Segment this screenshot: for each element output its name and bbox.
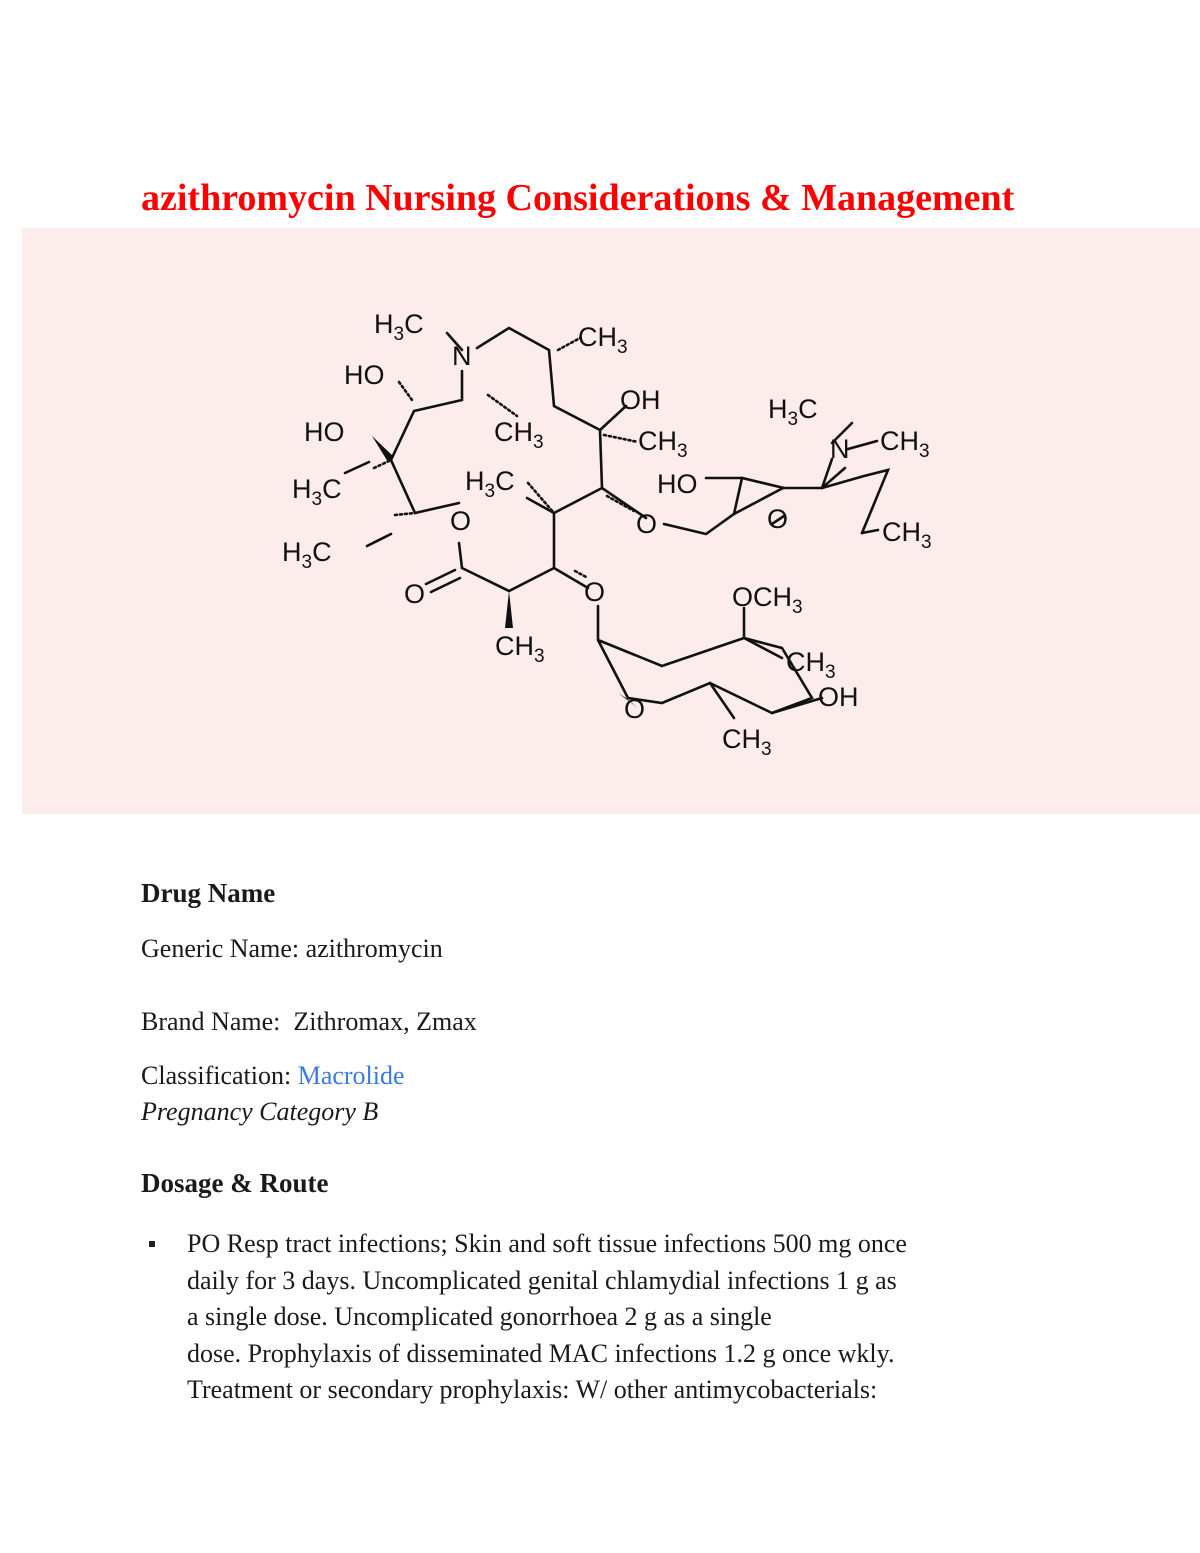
structure-label-ch3-sugar2: $CH_3$ (786, 647, 836, 683)
structure-label-o-ether1: O (584, 577, 606, 607)
structure-label-ch3-n: $CH_3$ (494, 417, 544, 453)
dosage-list (141, 1226, 1087, 1409)
structure-label-ho-2: HO (304, 417, 345, 447)
structure-label-oh-1: OH (620, 385, 661, 415)
dosage-text-line: Treatment or secondary prophylaxis: W/ other antimycobacterials: (187, 1375, 878, 1404)
structure-label-h3c-3: $H_3C$ (282, 537, 332, 573)
structure-label-o-sugar2: O (624, 694, 646, 724)
dosage-text-line: a single dose. Uncomplicated gonorrhoea 2 g as a single (187, 1302, 772, 1331)
structure-label-o-ring: O (450, 506, 472, 536)
pregnancy-category: Pregnancy Category B (141, 1097, 379, 1126)
generic-name-line (141, 934, 443, 964)
drug-name-heading: Drug Name (141, 878, 276, 908)
classification-link[interactable]: Macrolide (297, 1061, 405, 1090)
structure-label-ho-sugar: HO (657, 469, 698, 499)
dosage-route-heading: Dosage & Route (141, 1168, 329, 1198)
structure-label-n-sugar: N (830, 434, 850, 464)
structure-label-h3c-2: $H_3C$ (465, 466, 515, 502)
structure-label-ho-1: HO (344, 360, 385, 390)
structure-label-n: N (452, 341, 472, 371)
page-title: azithromycin Nursing Considerations & Management (141, 177, 1015, 219)
dosage-text-line: daily for 3 days. Uncomplicated genital chlamydial infections 1 g as (187, 1265, 897, 1295)
structure-label-ch3-top: $CH_3$ (578, 322, 628, 358)
generic-name-label: Generic Name: (141, 934, 306, 963)
structure-label-och3: $OCH_3$ (732, 582, 803, 618)
structure-label-ch3-sugar3: $CH_3$ (722, 724, 772, 760)
structure-label-o-sugar1: O (767, 504, 789, 534)
structure-label-o-ether2: O (636, 509, 658, 539)
classification-line (141, 1061, 405, 1091)
brand-name-line (141, 1007, 477, 1037)
structure-label-ch3-sugar1: $CH_3$ (882, 517, 932, 553)
brand-name-value: Zithromax, Zmax (293, 1007, 477, 1036)
structure-label-h3c-1: $H_3C$ (292, 474, 342, 510)
bullet-icon (149, 1241, 155, 1247)
structure-label-ch3-sugar-n: $CH_3$ (880, 426, 930, 462)
structure-label-ch3-bottom: $CH_3$ (495, 631, 545, 667)
structure-figure (22, 228, 1200, 814)
structure-label-o-carbonyl: O (404, 579, 426, 609)
brand-name-label: Brand Name: (141, 1007, 294, 1036)
dosage-text-line: PO Resp tract infections; Skin and soft tissue infections 500 mg once (187, 1229, 907, 1258)
generic-name-value: azithromycin (305, 934, 443, 963)
dosage-text-line: dose. Prophylaxis of disseminated MAC infections 1.2 g once wkly. (187, 1338, 895, 1368)
structure-label-h3c-n: $H_3C$ (374, 309, 424, 345)
azithromycin-structure-diagram (22, 228, 1200, 814)
structure-label-oh-sugar: OH (818, 682, 859, 712)
structure-label-h3c-sugar: $H_3C$ (768, 394, 818, 430)
classification-label: Classification: (141, 1061, 298, 1090)
list-item (141, 1226, 1087, 1409)
structure-label-ch3-c: $CH_3$ (638, 426, 688, 462)
